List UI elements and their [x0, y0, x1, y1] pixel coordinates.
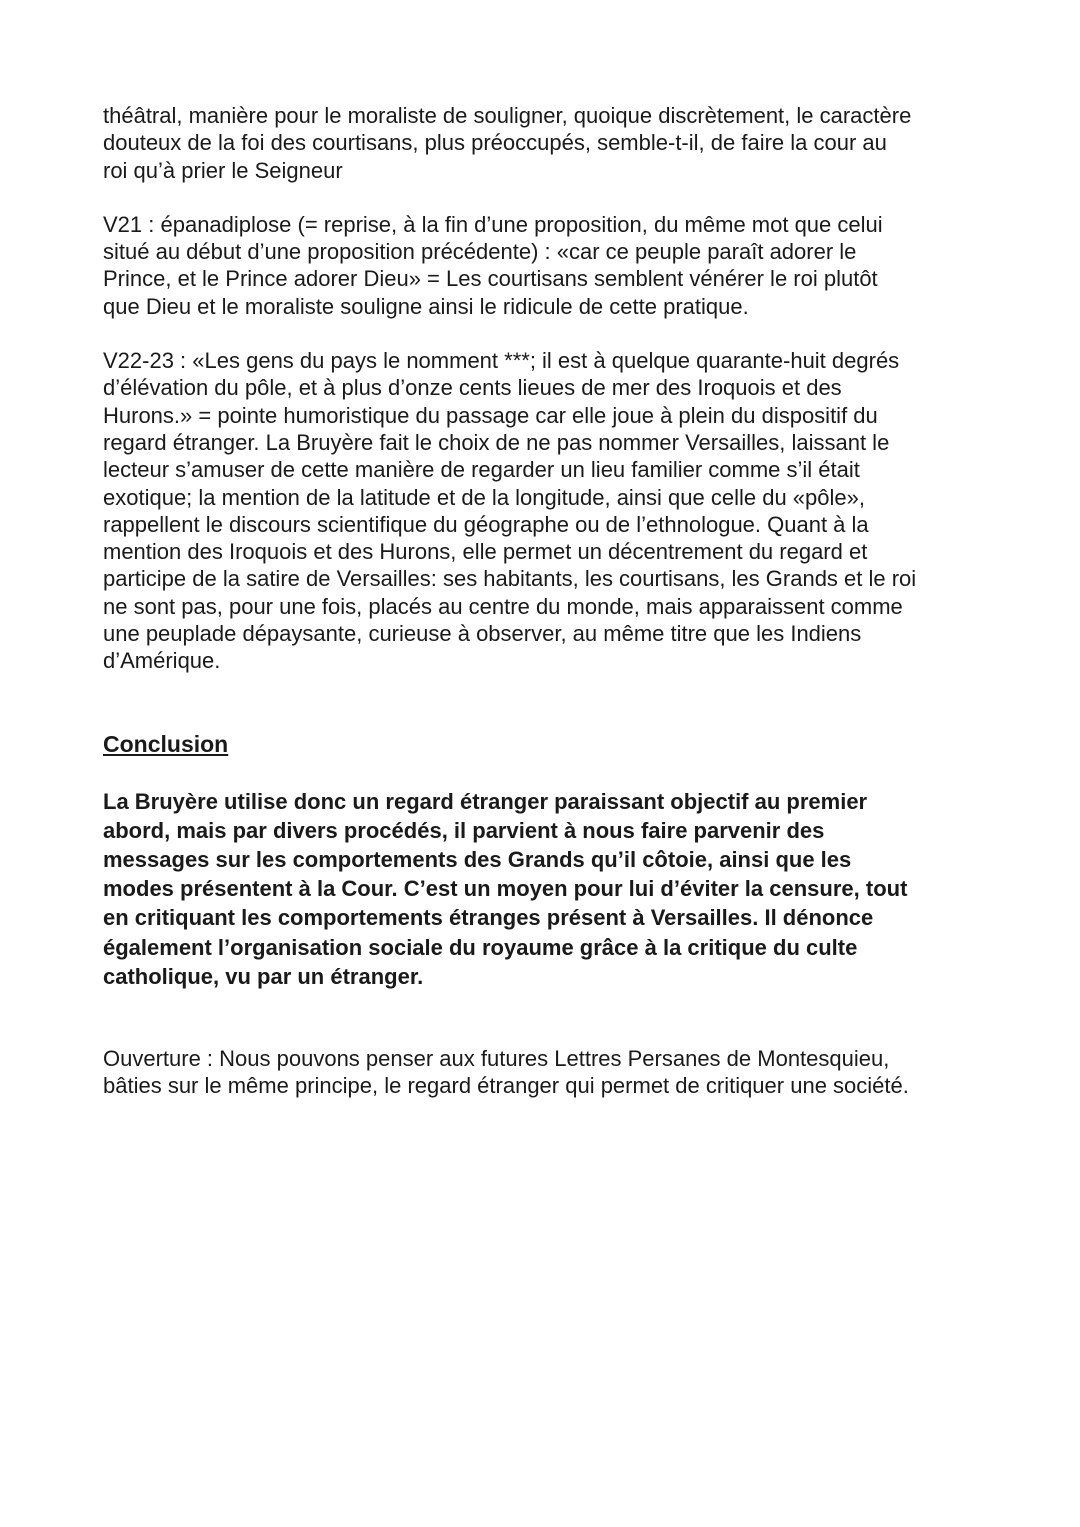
paragraph-spacer	[103, 320, 1003, 347]
conclusion-heading: Conclusion	[103, 730, 229, 757]
section-spacer	[103, 991, 1003, 1045]
paragraph-theatral: théâtral, manière pour le moraliste de souligner, quoique discrètement, le caractère douteux de la foi des courtisans, plus préoccupés, semble-t-il, de faire la cour au roi qu’à prier le Seigneur	[103, 103, 912, 183]
section-spacer	[103, 675, 1003, 729]
document-body	[103, 102, 1003, 1100]
paragraph-spacer	[103, 184, 1003, 211]
opening-paragraph: Ouverture : Nous pouvons penser aux futures Lettres Persanes de Montesquieu, bâties sur le même principe, le regard étranger qui permet de critiquer une société.	[103, 1046, 909, 1099]
heading-spacer	[103, 759, 1003, 787]
paragraph-v22-23: V22-23 : «Les gens du pays le nomment ***; il est à quelque quarante-huit degrés d’élévation du pôle, et à plus d’onze cents lieues de mer des Iroquois et des Hurons.» = pointe humoristique du passage car elle joue à plein du dispositif du regard étranger. La Bruyère fait le choix de ne pas nommer Versailles, laissant le lecteur s’amuser de cette manière de regarder un lieu familier comme s’il était exotique; la mention de la latitude et de la longitude, ainsi que celle du «pôle», rappellent le discours scientifique du géographe ou de l’ethnologue. Quant à la mention des Iroquois et des Hurons, elle permet un décentrement du regard et participe de la satire de Versailles: ses habitants, les courtisans, les Grands et le roi ne sont pas, pour une fois, placés au centre du monde, mais apparaissent comme une peuplade dépaysante, curieuse à observer, au même titre que les Indiens d’Amérique.	[103, 348, 917, 674]
paragraph-v21: V21 : épanadiplose (= reprise, à la fin d’une proposition, du même mot que celui situé au début d’une proposition précédente) : «car ce peuple paraît adorer le Prince, et le Prince adorer Dieu» = Les courtisans semblent vénérer le roi plutôt que Dieu et le moraliste souligne ainsi le ridicule de cette pratique.	[103, 211, 883, 319]
conclusion-paragraph: La Bruyère utilise donc un regard étranger paraissant objectif au premier abord, mais par divers procédés, il parvient à nous faire parvenir des messages sur les comportements des Grands qu’il côtoie, ainsi que les modes présentent à la Cour. C’est un moyen pour lui d’éviter la censure, tout en critiquant les comportements étranges présent à Versailles. Il dénonce également l’organisation sociale du royaume grâce à la critique du culte catholique, vu par un étranger.	[103, 788, 908, 989]
